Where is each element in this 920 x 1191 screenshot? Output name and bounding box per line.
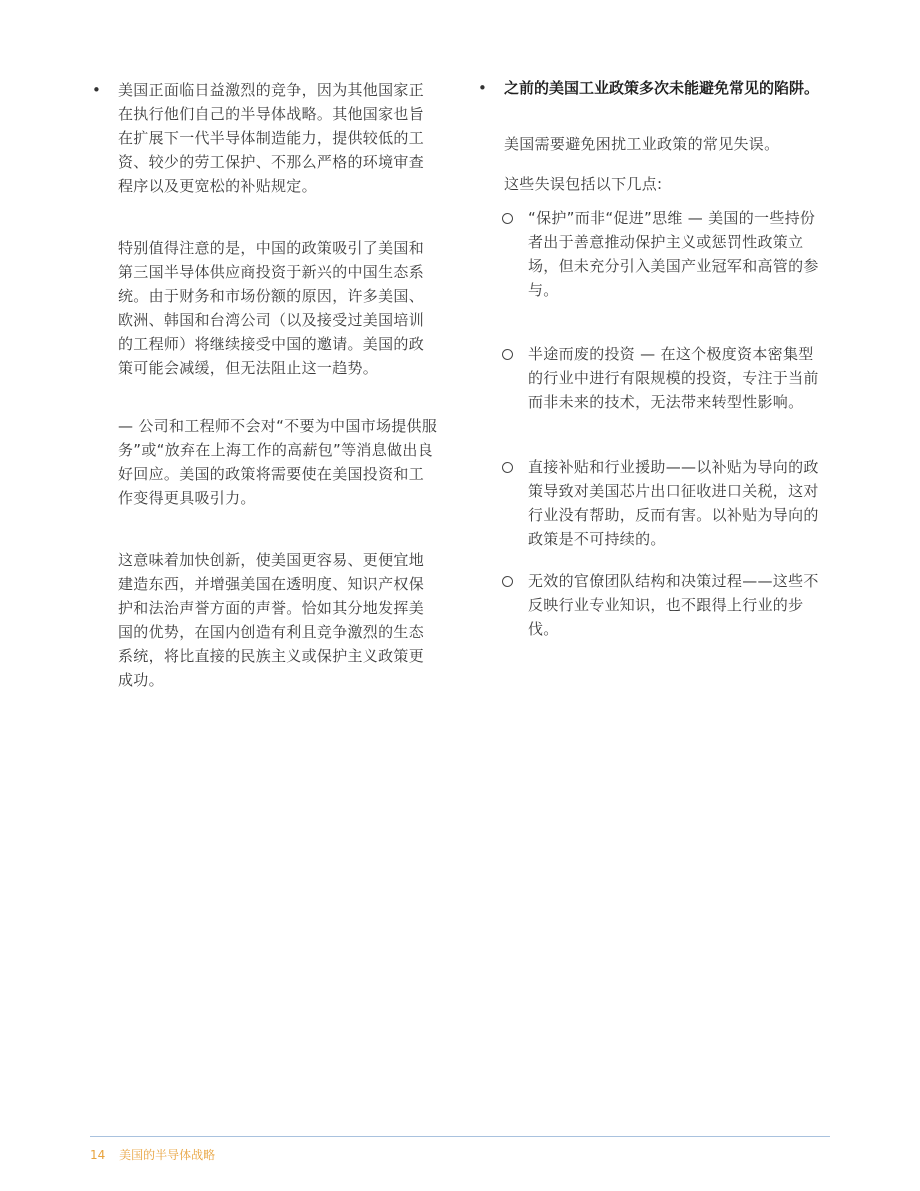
list-item-direct-subsidies: 直接补贴和行业援助——以补贴为导向的政策导致对美国芯片出口征收进口关税，这对行业没有帮助，反而有害。以补贴为导向的政策是不可持续的。	[528, 458, 819, 548]
paragraph-china-policy: 特别值得注意的是，中国的政策吸引了美国和第三国半导体供应商投资于新兴的中国生态系统。由于财务和市场份额的原因，许多美国、欧洲、韩国和台湾公司（以及接受过美国培训的工程师）将继续接受中国的邀请。美国的政策可能会减缓，但无法阻止这一趋势。	[118, 239, 425, 377]
page-footer	[90, 1146, 215, 1164]
page-number: 14	[90, 1148, 106, 1162]
lead-in-text: 这些失误包括以下几点:	[504, 175, 663, 193]
list-item-half-hearted-investment: 半途而废的投资 — 在这个极度资本密集型的行业中进行有限规模的投资，专注于当前而非未来的技术，无法带来转型性影响。	[528, 345, 819, 411]
paragraph-companies-engineers: — 公司和工程师不会对“不要为中国市场提供服务”或“放弃在上海工作的高薪包”等消息做出良好回应。美国的政策将需要使在美国投资和工作变得更具吸引力。	[118, 417, 438, 507]
bullet-marker: •	[478, 79, 487, 97]
circle-bullet-icon	[502, 349, 513, 360]
footer-title: 美国的半导体战略	[119, 1148, 216, 1162]
circle-bullet-icon	[502, 576, 513, 587]
circle-bullet-icon	[502, 213, 513, 224]
paragraph-competition: 美国正面临日益激烈的竞争，因为其他国家正在执行他们自己的半导体战略。其他国家也旨在扩展下一代半导体制造能力，提供较低的工资、较少的劳工保护、不那么严格的环境审查程序以及更宽松的补贴规定。	[118, 81, 425, 195]
intro-text: 美国需要避免困扰工业政策的常见失误。	[504, 135, 780, 153]
list-item-protection-mindset: “保护”而非“促进”思维 — 美国的一些持份者出于善意推动保护主义或惩罚性政策立场，但未充分引入美国产业冠军和高管的参与。	[528, 209, 819, 299]
list-item-bureaucratic-structure: 无效的官僚团队结构和决策过程——这些不反映行业专业知识，也不跟得上行业的步伐。	[528, 572, 819, 638]
paragraph-innovation: 这意味着加快创新，使美国更容易、更便宜地建造东西，并增强美国在透明度、知识产权保护和法治声誉方面的声誉。恰如其分地发挥美国的优势，在国内创造有利且竞争激烈的生态系统，将比直接的民族主义或保护主义政策更成功。	[118, 551, 425, 689]
footer-divider	[90, 1136, 830, 1137]
section-heading: 之前的美国工业政策多次未能避免常见的陷阱。	[504, 79, 820, 97]
circle-bullet-icon	[502, 462, 513, 473]
bullet-marker: •	[92, 81, 101, 99]
